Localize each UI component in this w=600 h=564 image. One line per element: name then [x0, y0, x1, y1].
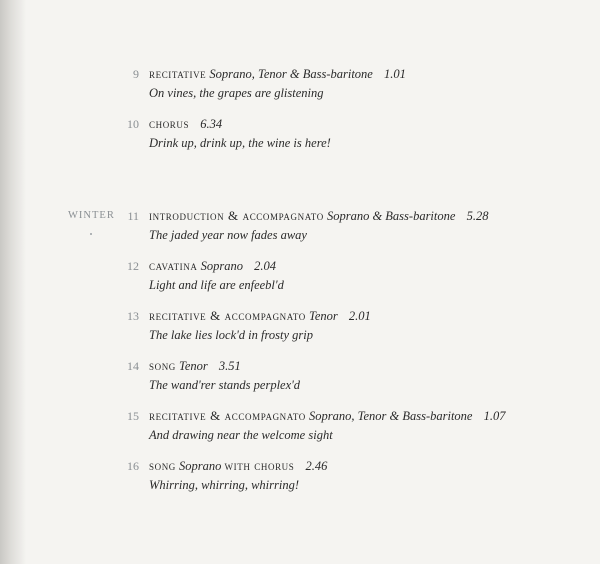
voices-extra: with chorus — [224, 458, 295, 473]
text-incipit: The jaded year now fades away — [149, 228, 307, 242]
track-number: 12 — [127, 259, 139, 273]
track-number: 15 — [127, 409, 139, 423]
voices: Soprano, Tenor & Bass-baritone — [209, 67, 373, 81]
duration: 1.07 — [483, 409, 506, 423]
movement-type: chorus — [149, 116, 190, 131]
movement-type: recitative & accompagnato — [149, 308, 306, 323]
season-label-winter: WINTER — [68, 210, 115, 221]
voices: Tenor — [179, 359, 208, 373]
track-heading — [149, 258, 276, 274]
voices: Soprano — [179, 459, 222, 473]
voices: Soprano, Tenor & Bass-baritone — [309, 409, 473, 423]
text-incipit: The lake lies lock'd in frosty grip — [149, 328, 313, 342]
text-incipit: Light and life are enfeebl'd — [149, 278, 284, 292]
track-number: 11 — [127, 209, 139, 223]
track-heading — [149, 358, 241, 374]
duration: 2.46 — [305, 459, 328, 473]
movement-type: cavatina — [149, 258, 198, 273]
track-number: 14 — [127, 359, 139, 373]
duration: 3.51 — [218, 359, 241, 373]
voices: Soprano — [200, 259, 243, 273]
movement-type: song — [149, 458, 176, 473]
voices: Soprano & Bass-baritone — [326, 209, 456, 223]
track-heading — [149, 308, 371, 324]
track-heading — [149, 66, 406, 82]
text-incipit: On vines, the grapes are glistening — [149, 86, 324, 100]
track-heading — [149, 458, 327, 474]
duration: 2.04 — [254, 259, 276, 273]
text-incipit: And drawing near the welcome sight — [149, 428, 333, 442]
track-number: 16 — [127, 459, 139, 473]
voices: Tenor — [309, 309, 338, 323]
movement-type: introduction & accompagnato — [149, 208, 324, 223]
track-number: 13 — [127, 309, 139, 323]
text-incipit: The wand'rer stands perplex'd — [149, 378, 301, 392]
track-heading — [149, 208, 488, 224]
movement-type: song — [149, 358, 176, 373]
duration: 5.28 — [466, 209, 489, 223]
track-heading — [149, 408, 505, 424]
movement-type: recitative & accompagnato — [149, 408, 306, 423]
text-incipit: Drink up, drink up, the wine is here! — [149, 136, 331, 150]
track-number: 9 — [133, 67, 139, 81]
duration: 2.01 — [348, 309, 371, 323]
text-incipit: Whirring, whirring, whirring! — [149, 478, 300, 492]
duration: 6.34 — [200, 117, 223, 131]
movement-type: recitative — [149, 66, 207, 81]
decorative-dot — [90, 233, 92, 235]
duration: 1.01 — [383, 67, 406, 81]
track-heading — [149, 116, 222, 132]
track-number: 10 — [127, 117, 139, 131]
